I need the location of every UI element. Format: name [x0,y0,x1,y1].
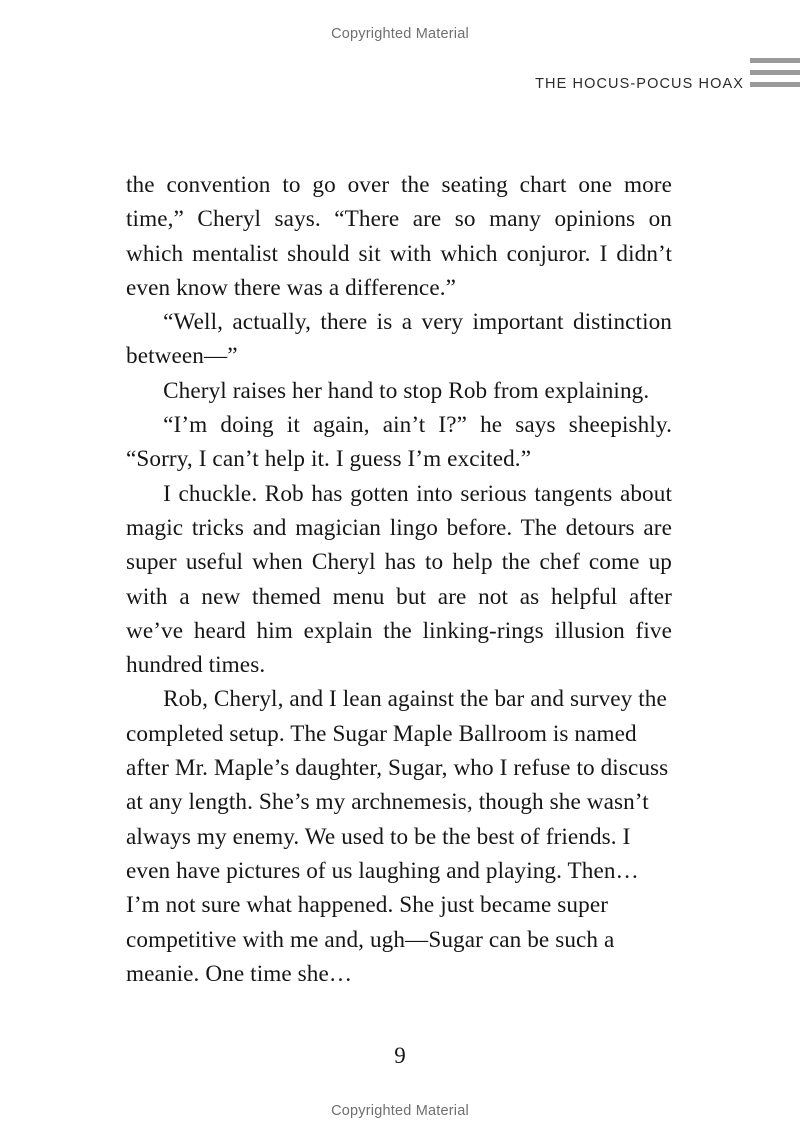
rule-bar [750,70,800,75]
page-number: 9 [394,1043,406,1068]
copyright-watermark-bottom: Copyrighted Material [331,1103,469,1119]
running-head [535,76,744,92]
running-head-title: THE HOCUS-POCUS HOAX [535,76,744,92]
copyright-watermark-top: Copyrighted Material [331,26,469,42]
paragraph: “Well, actually, there is a very important distinction between—” [126,309,672,370]
paragraph: Cheryl raises her hand to stop Rob from explaining. [163,377,650,404]
decorative-rule-stack [750,58,800,87]
page-body-text [126,168,672,991]
rule-bar [750,58,800,63]
paragraph: Rob, Cheryl, and I lean against the bar and survey the completed setup. The Sugar Maple Ballroom is named after Mr. Maple’s daughter, Sugar, who I refuse to discuss at any length. She’s my archnemesis, though she wasn’t always my enemy. We used to be the best of friends. I even have pictures of us laughing and playing. Then…I’m not sure what happened. She just became super competitive with me and, ugh—Sugar can be such a meanie. One time she… [126,686,669,987]
paragraph: “I’m doing it again, ain’t I?” he says sheepishly. “Sorry, I can’t help it. I guess I’m excited.” [126,412,672,473]
paragraph: I chuckle. Rob has gotten into serious tangents about magic tricks and magician lingo before. The detours are super useful when Cheryl has to help the chef come up with a new themed menu but are not as helpful after we’ve heard him explain the linking-rings illusion five hundred times. [126,480,672,679]
rule-bar [750,82,800,87]
paragraph: the convention to go over the seating chart one more time,” Cheryl says. “There are so many opinions on which mentalist should sit with which conjuror. I didn’t even know there was a difference.” [126,172,672,301]
